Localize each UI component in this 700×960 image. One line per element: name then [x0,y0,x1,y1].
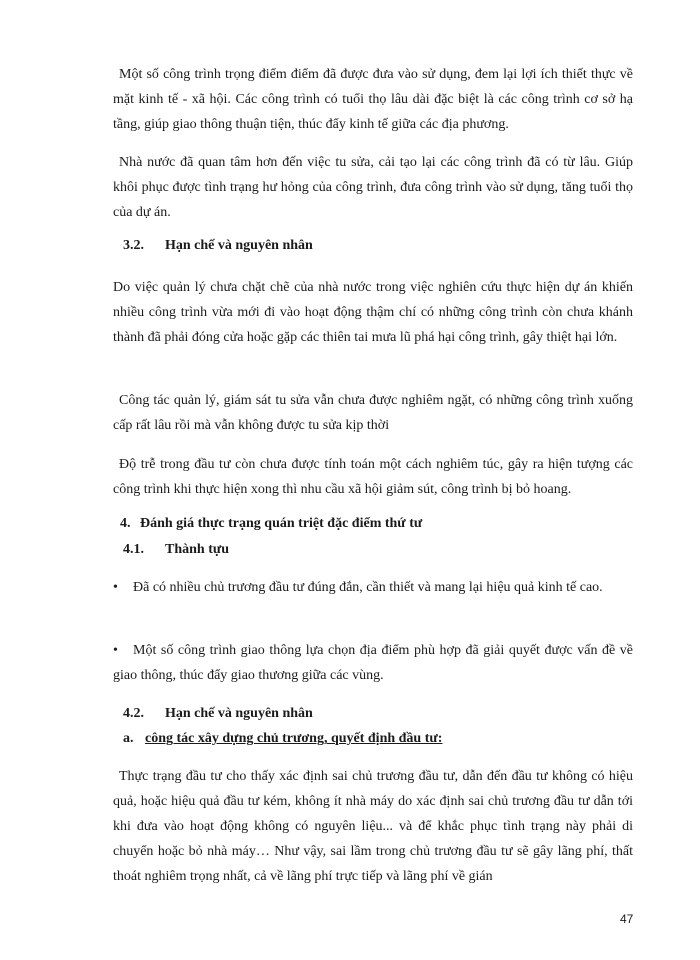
bullet-text: Một số công trình giao thông lựa chọn địa điểm phù hợp đã giải quyết được vấn đề về giao thông, thúc đẩy giao thương giữa các vùng. [113,643,633,683]
page-number: 47 [620,912,634,926]
heading-a-title: công tác xây dựng chủ trương, quyết định đầu tư: [145,731,443,746]
heading-4-1-title: Thành tựu [165,542,230,557]
heading-a [123,731,442,747]
paragraph-investment-delay: Độ trễ trong đầu tư còn chưa được tính toán một cách nghiêm túc, gây ra hiện tượng các công trình khi thực hiện xong thì nhu cầu xã hội giảm sút, công trình bị bỏ hoang. [113,457,633,497]
heading-4 [120,516,422,532]
heading-4-2 [123,706,313,722]
paragraph-state-repairs: Nhà nước đã quan tâm hơn đến việc tu sửa, cải tạo lại các công trình đã có từ lâu. Giúp khôi phục được tình trạng hư hỏng của công trình, đưa công trình vào sử dụng, tăng tuổi thọ của dự án. [113,155,633,220]
paragraph-key-projects: Một số công trình trọng điểm điểm đã được đưa vào sử dụng, đem lại lợi ích thiết thực về mặt kinh tế - xã hội. Các công trình có tuổi thọ lâu dài đặc biệt là các công trình cơ sở hạ tầng, giúp giao thông thuận tiện, thúc đẩy kinh tế giữa các địa phương. [113,67,633,132]
bullet-icon: • [113,580,118,595]
heading-3-2-title: Hạn chế và nguyên nhân [165,238,313,253]
paragraph-supervision: Công tác quản lý, giám sát tu sửa vẫn chưa được nghiêm ngặt, có những công trình xuống cấp rất lâu rồi mà vẫn không được tu sửa kịp thời [113,393,633,433]
heading-4-2-number: 4.2. [123,706,144,721]
paragraph-management-issues: Do việc quản lý chưa chặt chẽ của nhà nước trong việc nghiên cứu thực hiện dự án khiến nhiều công trình vừa mới đi vào hoạt động thậm chí có những công trình còn chưa khánh thành đã phải đóng cửa hoặc gặp các thiên tai mưa lũ phá hại công trình, gây thiệt hại lớn. [113,280,633,345]
heading-4-number: 4. [120,516,131,531]
heading-a-label: a. [123,731,134,746]
paragraph-investment-reality: Thực trạng đầu tư cho thấy xác định sai chủ trương đầu tư, dẫn đến đầu tư không có hiệu quả, hoặc hiệu quả đầu tư kém, không ít nhà máy do xác định sai chủ trương đầu tư dẫn tới khi đưa vào hoạt động không có nguyên liệu... và để khắc phục tình trạng này phải di chuyển hoặc bỏ nhà máy… Như vậy, sai lầm trong chủ trương đầu tư sẽ gây lãng phí, thất thoát nghiêm trọng nhất, cả về lãng phí trực tiếp và lãng phí về gián [113,769,633,884]
heading-4-title: Đánh giá thực trạng quán triệt đặc điểm thứ tư [140,516,423,531]
heading-4-1 [123,542,229,558]
heading-3-2 [123,238,313,254]
bullet-item-investment-policy [113,575,633,600]
heading-4-1-number: 4.1. [123,542,144,557]
bullet-item-transport-projects [113,638,633,688]
bullet-text: Đã có nhiều chủ trương đầu tư đúng đắn, cần thiết và mang lại hiệu quả kinh tế cao. [133,580,603,595]
heading-4-2-title: Hạn chế và nguyên nhân [165,706,313,721]
bullet-icon: • [113,643,118,658]
heading-3-2-number: 3.2. [123,238,144,253]
